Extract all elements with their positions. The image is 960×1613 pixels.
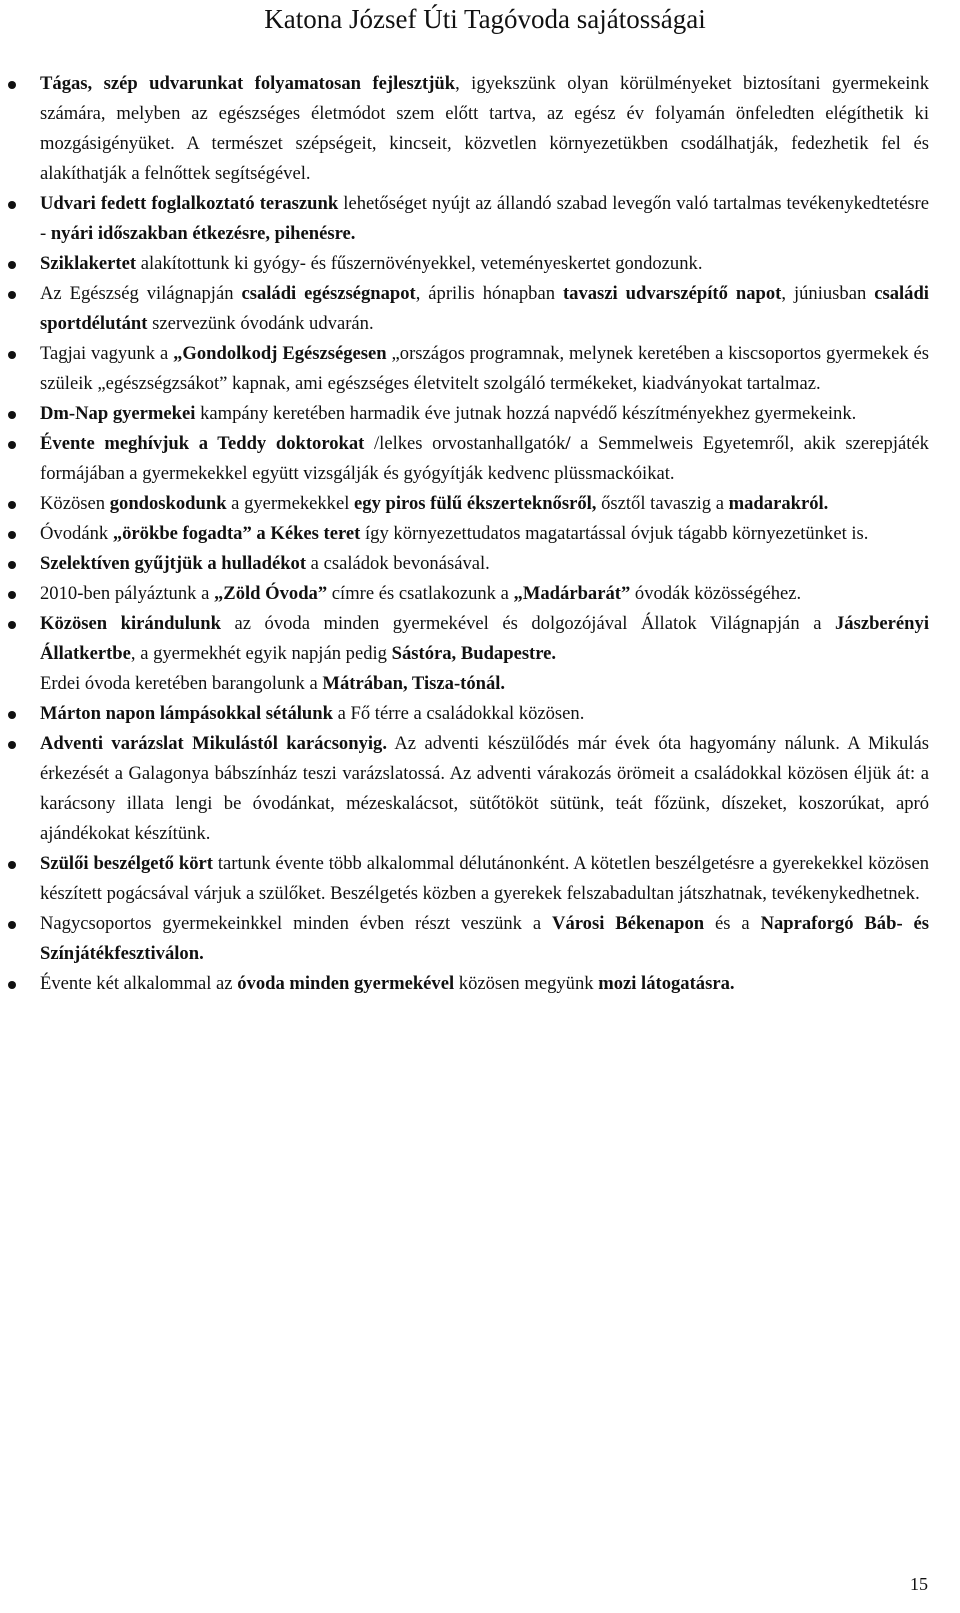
- bold-text: Városi Békenapon: [552, 913, 705, 934]
- list-item-text: [40, 399, 929, 429]
- bold-text: „Madárbarát”: [513, 583, 631, 604]
- text-run: Évente két alkalommal az: [40, 973, 238, 994]
- list-item: [40, 579, 929, 609]
- bullet-icon: [8, 411, 16, 419]
- bold-text: Dm-Nap gyermekei: [40, 403, 196, 424]
- bold-text: Márton napon lámpásokkal sétálunk: [40, 703, 333, 724]
- list-item: [40, 489, 929, 519]
- bold-text: Közösen kirándulunk: [40, 613, 221, 634]
- text-run: Tagjai vagyunk a: [40, 343, 174, 364]
- text-run: Óvodánk: [40, 523, 113, 544]
- text-run: Erdei óvoda keretében barangolunk a: [40, 673, 323, 694]
- list-item-text: [40, 609, 929, 669]
- bold-text: „örökbe fogadta” a Kékes teret: [112, 523, 361, 544]
- bold-text: mozi látogatásra.: [598, 973, 735, 994]
- bullet-icon: [8, 861, 16, 869]
- bullet-icon: [8, 351, 16, 359]
- text-run: Az Egészség világnapján: [40, 283, 242, 304]
- bold-text: óvoda minden gyermekével: [237, 973, 455, 994]
- list-item: [40, 339, 929, 399]
- list-item-text: [40, 429, 929, 489]
- text-run: a családok bevonásával.: [306, 553, 490, 574]
- list-item: [40, 249, 929, 279]
- list-item-text: [40, 549, 929, 579]
- bullet-icon: [8, 711, 16, 719]
- text-run: Nagycsoportos gyermekeinkkel minden évben részt veszünk a: [40, 913, 553, 934]
- list-item: [40, 429, 929, 489]
- bullet-icon: [8, 591, 16, 599]
- list-item: [40, 549, 929, 579]
- text-run: kampány keretében harmadik éve jutnak hozzá napvédő készítményekhez gyermekeink.: [195, 403, 857, 424]
- bullet-icon: [8, 441, 16, 449]
- list-item-text: [40, 69, 929, 189]
- text-run: óvodák közösségéhez.: [630, 583, 802, 604]
- text-run: /lelkes orvostanhallgatók: [364, 433, 566, 454]
- bold-text: „Zöld Óvoda”: [214, 583, 328, 604]
- bold-text: Sziklakertet: [40, 253, 137, 274]
- list-item-text: [40, 339, 929, 399]
- bold-text: egy piros fülű ékszerteknősről,: [354, 493, 597, 514]
- list-item-text: [40, 279, 929, 339]
- bullet-icon: [8, 621, 16, 629]
- bold-text: Mátrában, Tisza-tónál.: [322, 673, 506, 694]
- list-item-text: [40, 909, 929, 969]
- bold-text: Jászberényi Állatkertbe: [40, 613, 929, 664]
- page-title: Katona József Úti Tagóvoda sajátosságai: [264, 4, 706, 34]
- text-run: az óvoda minden gyermekével és dolgozójával Állatok Világnapján a: [220, 613, 835, 634]
- page-number: 15: [910, 1574, 928, 1594]
- text-run: alakítottunk ki gyógy- és fűszernövényekkel, veteményeskertet gondozunk.: [136, 253, 703, 274]
- text-run: a gyermekekkel: [226, 493, 355, 514]
- text-run: 2010-ben pályáztunk a: [40, 583, 214, 604]
- list-item-text: [40, 849, 929, 909]
- list-item: [40, 849, 929, 909]
- text-run: ősztől tavaszig a: [596, 493, 729, 514]
- bullet-icon: [8, 81, 16, 89]
- text-run: , április hónapban: [415, 283, 563, 304]
- bold-text: Adventi varázslat Mikulástól karácsonyig.: [40, 733, 387, 754]
- bold-text: családi sportdélutánt: [40, 283, 929, 334]
- text-run: Közösen: [40, 493, 110, 514]
- bold-text: /: [565, 433, 571, 454]
- list-item: [40, 699, 929, 729]
- list-item: [40, 279, 929, 339]
- bullet-icon: [8, 261, 16, 269]
- list-item: [40, 729, 929, 849]
- text-run: szervezünk óvodánk udvarán.: [147, 313, 374, 334]
- text-run: a Fő térre a családokkal közösen.: [332, 703, 585, 724]
- text-run: tartunk évente több alkalommal délutánonként. A kötetlen beszélgetésre a gyerekekkel közösen készített pogácsával várjuk a szülőket. Beszélgetés közben a gyerekek felszabadultan játszhatnak, tevékenykedhetnek.: [40, 853, 930, 904]
- list-item: [40, 399, 929, 429]
- bullet-icon: [8, 561, 16, 569]
- bullet-icon: [8, 921, 16, 929]
- bullet-icon: [8, 531, 16, 539]
- list-item-text: [40, 519, 929, 549]
- text-run: lehetőséget nyújt az állandó szabad levegőn való tartalmas tevékenykedtetésre -: [40, 193, 929, 244]
- text-run: , a gyermekhét egyik napján pedig: [130, 643, 392, 664]
- list-item-text: [40, 249, 929, 279]
- list-item: [40, 609, 929, 699]
- bold-text: Szülői beszélgető kört: [40, 853, 213, 874]
- text-run: , igyekszünk olyan körülményeket biztosítani gyermekeink számára, melyben az egészséges életmódot szem előtt tartva, az egész év folyamán önfeledten elégíthetik ki mozgásigényüket. A természet szépségeit, kincseit, közvetlen környezetükben csodálhatják, fedezhetik fel és alakíthatják a felnőttek segítségével.: [40, 73, 929, 184]
- bullet-icon: [8, 201, 16, 209]
- list-item: [40, 969, 929, 999]
- list-item-text: [40, 699, 929, 729]
- bold-text: „Gondolkodj Egészségesen: [173, 343, 387, 364]
- text-run: , júniusban: [781, 283, 875, 304]
- list-item: [40, 519, 929, 549]
- bold-text: Tágas, szép udvarunkat folyamatosan fejlesztjük: [40, 73, 456, 94]
- bold-text: családi egészségnapot: [241, 283, 416, 304]
- text-run: Az adventi készülődés már évek óta hagyomány nálunk. A Mikulás érkezését a Galagonya bábszínház teszi varázslatossá. Az adventi várakozás örömeit a családokkal közösen éljük át: a karácsony illata lengi be óvodánkat, mézeskalácsot, sütőtököt sütünk, teát főzünk, díszeket, koszorúkat, apró ajándékokat készítünk.: [40, 733, 929, 844]
- list-item: [40, 69, 929, 189]
- text-run: a Semmelweis Egyetemről, akik szerepjáték formájában a gyermekekkel együtt vizsgálják és gyógyítják kedvenc plüssmackóikat.: [40, 433, 929, 484]
- bullet-list: [40, 69, 929, 999]
- list-item-text: [40, 189, 929, 249]
- bold-text: Szelektíven gyűjtjük a hulladékot: [40, 553, 307, 574]
- bullet-icon: [8, 291, 16, 299]
- bold-text: tavaszi udvarszépítő napot: [562, 283, 782, 304]
- text-run: közösen megyünk: [454, 973, 599, 994]
- text-run: és a: [704, 913, 761, 934]
- text-run: „országos programnak, melynek keretében a kiscsoportos gyermekek és szüleik „egészségzsákot” kapnak, ami egészséges életvitelt szolgáló termékeket, kiadványokat tartalmaz.: [40, 343, 929, 394]
- text-run: így környezettudatos magatartással óvjuk tágabb környezetünket is.: [360, 523, 869, 544]
- bold-text: Udvari fedett foglalkoztató teraszunk: [40, 193, 339, 214]
- list-item-text: [40, 969, 929, 999]
- bold-text: Napraforgó Báb- és Színjátékfesztiválon.: [40, 913, 930, 964]
- bullet-icon: [8, 741, 16, 749]
- bold-text: madarakról.: [728, 493, 829, 514]
- bullet-icon: [8, 501, 16, 509]
- list-item-text: [40, 579, 929, 609]
- list-item-extra-text: [40, 669, 929, 699]
- bold-text: nyári időszakban étkezésre, pihenésre.: [50, 223, 356, 244]
- bold-text: gondoskodunk: [109, 493, 227, 514]
- bold-text: Évente meghívjuk a Teddy doktorokat: [40, 433, 365, 454]
- list-item-text: [40, 729, 929, 849]
- list-item-text: [40, 489, 929, 519]
- list-item: [40, 189, 929, 249]
- text-run: címre és csatlakozunk a: [327, 583, 514, 604]
- list-item: [40, 909, 929, 969]
- bullet-icon: [8, 981, 16, 989]
- bold-text: Sástóra, Budapestre.: [391, 643, 557, 664]
